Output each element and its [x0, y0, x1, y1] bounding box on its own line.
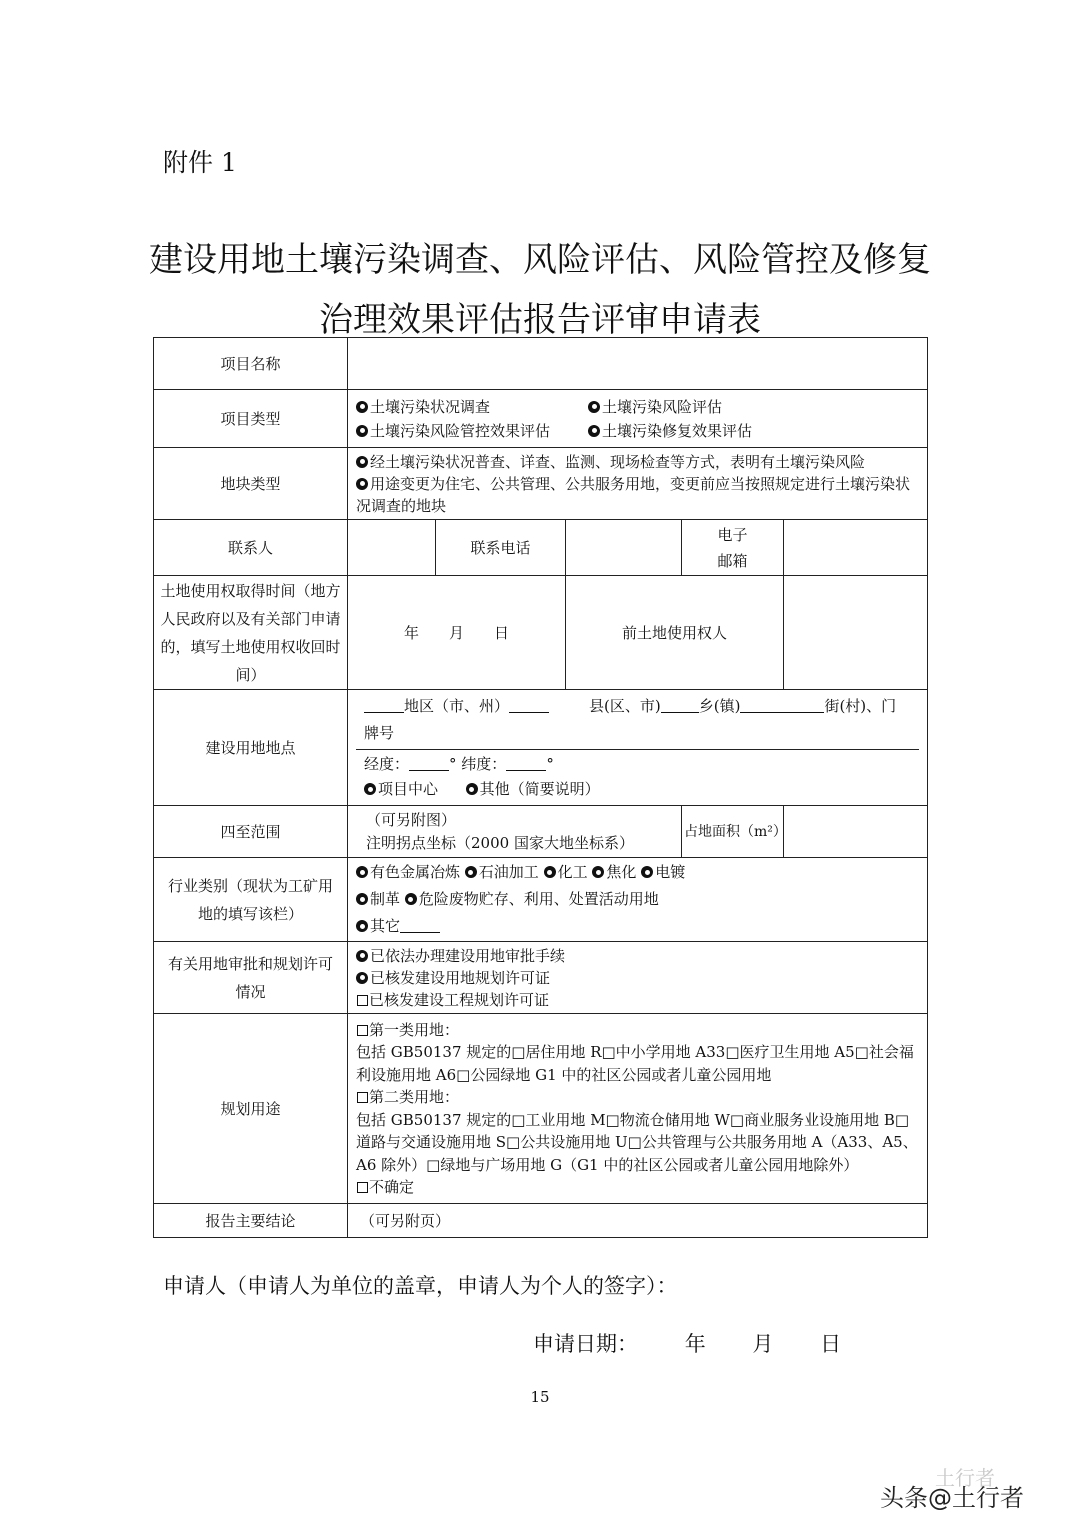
- industry-option-nonferrous[interactable]: 有色金属冶炼: [356, 863, 460, 881]
- radio-bullet-icon: [405, 893, 417, 905]
- boundary-field[interactable]: （可另附图） 注明拐点坐标（2000 国家大地坐标系）: [348, 806, 682, 858]
- project-type-option-2[interactable]: 土壤污染风险评估: [588, 398, 722, 416]
- class1-option[interactable]: 第一类用地：: [356, 1019, 919, 1042]
- industry-options: [348, 858, 928, 942]
- longitude-blank[interactable]: [409, 756, 449, 771]
- radio-bullet-icon: [356, 893, 368, 905]
- radio-bullet-icon: [544, 866, 556, 878]
- radio-bullet-icon: [356, 972, 368, 984]
- industry-option-plating[interactable]: 电镀: [641, 863, 685, 881]
- industry-option-petroleum[interactable]: 石油加工: [465, 863, 539, 881]
- project-type-label: 项目类型: [154, 390, 348, 448]
- project-name-label: 项目名称: [154, 338, 348, 390]
- site-location-label: 建设用地地点: [154, 690, 348, 806]
- radio-bullet-icon: [592, 866, 604, 878]
- town-blank[interactable]: [740, 698, 824, 713]
- radio-bullet-icon: [356, 456, 368, 468]
- radio-bullet-icon: [356, 920, 368, 932]
- radio-bullet-icon: [465, 866, 477, 878]
- row-contact: [154, 520, 928, 576]
- industry-option-other[interactable]: 其它: [356, 913, 919, 940]
- page-number: 15: [530, 1388, 550, 1406]
- radio-bullet-icon: [364, 783, 376, 795]
- industry-option-chemical[interactable]: 化工: [544, 863, 588, 881]
- latitude-blank[interactable]: [506, 756, 546, 771]
- industry-option-tanning[interactable]: 制革: [356, 890, 400, 908]
- site-location-cell: 地区（市、州） 县(区、市) 乡(镇) 街(村)、门牌号 经度： ° 纬度： ° 项目中心 其他（简要说明）: [348, 690, 928, 806]
- watermark: 头条@土行者: [880, 1484, 1024, 1512]
- region-blank[interactable]: [364, 698, 404, 713]
- project-type-option-4[interactable]: 土壤污染修复效果评估: [588, 422, 752, 440]
- project-type-option-1[interactable]: 土壤污染状况调查: [356, 395, 588, 419]
- industry-option-coking[interactable]: 焦化: [592, 863, 636, 881]
- radio-bullet-icon: [466, 783, 478, 795]
- checkbox-icon: [357, 1182, 368, 1193]
- checkbox-icon: [357, 995, 368, 1006]
- area-field[interactable]: [784, 806, 928, 858]
- land-right-label: 土地使用权取得时间（地方人民政府以及有关部门申请的，填写土地使用权收回时间）: [154, 576, 348, 690]
- attachment-label: 附件 1: [163, 148, 237, 177]
- apply-date-label: 申请日期：: [533, 1332, 638, 1356]
- project-name-field[interactable]: [348, 338, 928, 390]
- faint-watermark: 土行者: [935, 1466, 995, 1490]
- approval-option-1[interactable]: 已依法办理建设用地审批手续: [356, 945, 919, 967]
- coordinate-section: 经度： ° 纬度： ° 项目中心 其他（简要说明）: [356, 749, 919, 804]
- apply-date-line: [533, 1328, 881, 1358]
- apply-date-year: 年: [684, 1332, 706, 1356]
- class2-option[interactable]: 第二类用地：: [356, 1086, 919, 1109]
- project-type-options: [348, 390, 928, 448]
- coord-option-center[interactable]: 项目中心: [364, 780, 438, 798]
- checkbox-icon: [357, 1092, 368, 1103]
- row-boundary: [154, 806, 928, 858]
- phone-label: 联系电话: [436, 520, 566, 576]
- radio-bullet-icon: [588, 425, 600, 437]
- approval-options: [348, 942, 928, 1014]
- row-project-type: [154, 390, 928, 448]
- email-field[interactable]: [784, 520, 928, 576]
- industry-other-blank[interactable]: [400, 918, 440, 933]
- plot-type-label: 地块类型: [154, 448, 348, 520]
- class2-description: 包括 GB50137 规定的□工业用地 M□物流仓储用地 W□商业服务业设施用地 B□道路与交通设施用地 S□公共设施用地 U□公共管理与公共服务用地 A（A33、A5、A6 除外）□绿地与广场用地 G（G1 中的社区公园或者儿童公园用地除外）: [356, 1110, 918, 1174]
- radio-bullet-icon: [356, 950, 368, 962]
- plot-type-option-1[interactable]: 经土壤污染状况普查、详查、监测、现场检查等方式，表明有土壤污染风险: [356, 451, 919, 473]
- plot-type-option-2[interactable]: 用途变更为住宅、公共管理、公共服务用地，变更前应当按照规定进行土壤污染状况调查的地块: [356, 474, 911, 515]
- approval-option-3[interactable]: 已核发建设工程规划许可证: [356, 989, 919, 1011]
- contact-field[interactable]: [348, 520, 436, 576]
- apply-date-day: 日: [820, 1332, 842, 1356]
- row-plot-type: [154, 448, 928, 520]
- uncertain-option[interactable]: 不确定: [356, 1176, 919, 1199]
- county-blank[interactable]: [661, 698, 699, 713]
- phone-field[interactable]: [566, 520, 682, 576]
- radio-bullet-icon: [356, 478, 368, 490]
- radio-bullet-icon: [356, 401, 368, 413]
- former-holder-field[interactable]: [784, 576, 928, 690]
- approval-label: 有关用地审批和规划许可情况: [154, 942, 348, 1014]
- row-planned-use: [154, 1014, 928, 1204]
- row-industry: [154, 858, 928, 942]
- former-holder-label: 前土地使用权人: [566, 576, 784, 690]
- approval-option-2[interactable]: 已核发建设用地规划许可证: [356, 967, 919, 989]
- row-conclusion: [154, 1204, 928, 1238]
- application-form-table: [153, 337, 928, 1238]
- row-land-right: [154, 576, 928, 690]
- conclusion-field[interactable]: （可另附页）: [348, 1204, 928, 1238]
- industry-option-hazardous-waste[interactable]: 危险废物贮存、利用、处置活动用地: [405, 890, 659, 908]
- row-approval: [154, 942, 928, 1014]
- row-project-name: [154, 338, 928, 390]
- apply-date-month: 月: [752, 1332, 774, 1356]
- region-blank-2[interactable]: [509, 698, 549, 713]
- coord-option-other[interactable]: 其他（简要说明）: [466, 780, 600, 798]
- checkbox-icon: [357, 1025, 368, 1036]
- planned-use-label: 规划用途: [154, 1014, 348, 1204]
- boundary-label: 四至范围: [154, 806, 348, 858]
- radio-bullet-icon: [356, 425, 368, 437]
- radio-bullet-icon: [356, 866, 368, 878]
- row-site-location: [154, 690, 928, 806]
- radio-bullet-icon: [588, 401, 600, 413]
- area-label: 占地面积（m²）: [682, 806, 784, 858]
- plot-type-options: [348, 448, 928, 520]
- radio-bullet-icon: [641, 866, 653, 878]
- land-right-date-field[interactable]: 年 月 日: [348, 576, 566, 690]
- planned-use-options: [348, 1014, 928, 1204]
- conclusion-label: 报告主要结论: [154, 1204, 348, 1238]
- email-label: 电子 邮箱: [682, 520, 784, 576]
- contact-label: 联系人: [154, 520, 348, 576]
- document-title-line2: 治理效果评估报告评审申请表: [319, 300, 761, 340]
- class1-description: 包括 GB50137 规定的□居住用地 R□中小学用地 A33□医疗卫生用地 A5□社会福利设施用地 A6□公园绿地 G1 中的社区公园或者儿童公园用地: [356, 1043, 914, 1084]
- industry-label: 行业类别（现状为工矿用地的填写该栏）: [154, 858, 348, 942]
- document-title-line1: 建设用地土壤污染调查、风险评估、风险管控及修复: [149, 240, 931, 280]
- applicant-signature-line: 申请人（申请人为单位的盖章，申请人为个人的签字）：: [163, 1274, 678, 1298]
- project-type-option-3[interactable]: 土壤污染风险管控效果评估: [356, 419, 588, 443]
